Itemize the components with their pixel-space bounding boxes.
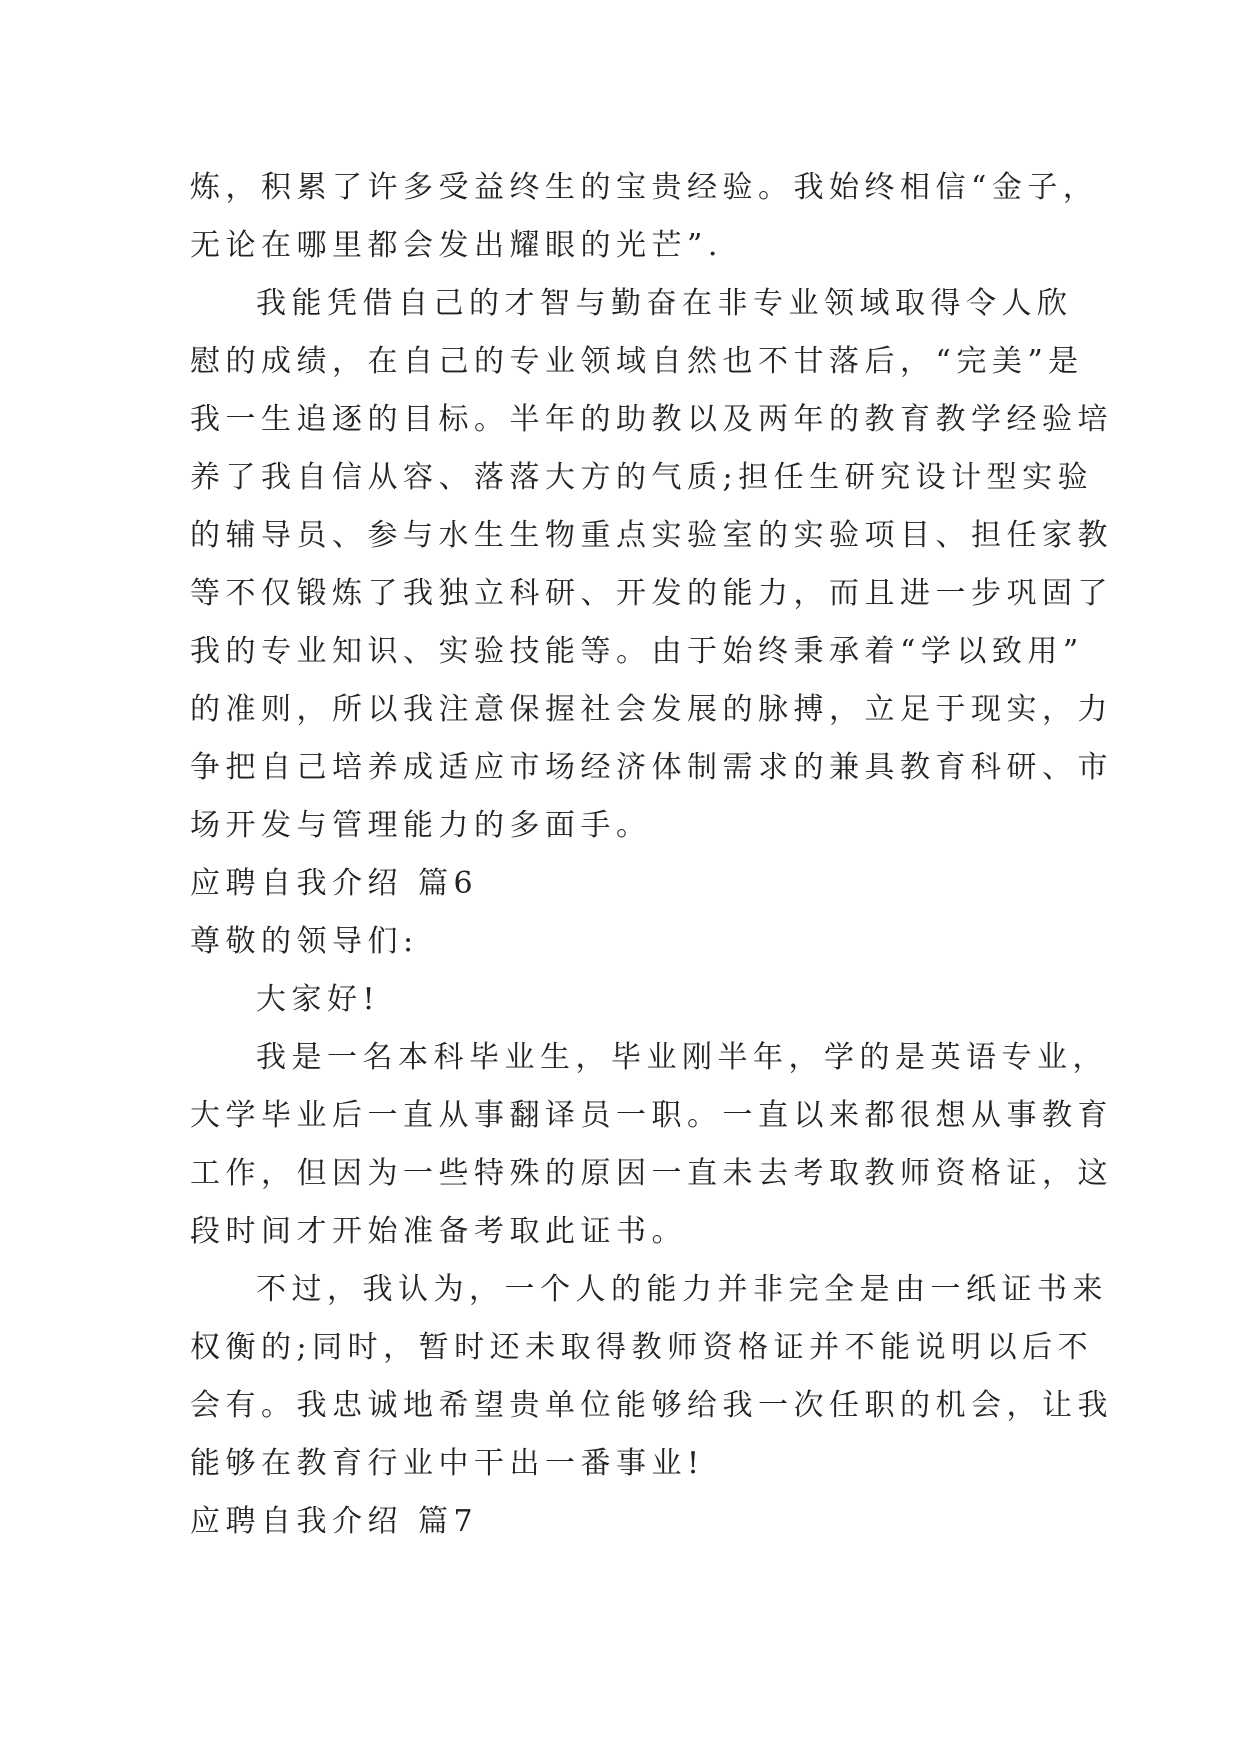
text-line: 我是一名本科毕业生，毕业刚半年，学的是英语专业， — [256, 1040, 1108, 1075]
text-line: 工作，但因为一些特殊的原因一直未去考取教师资格证，这 — [190, 1156, 1113, 1191]
text-line: 会有。我忠诚地希望贵单位能够给我一次任职的机会，让我 — [190, 1388, 1113, 1423]
text-line: 的准则，所以我注意保握社会发展的脉搏，立足于现实，力 — [190, 692, 1113, 727]
section-heading: 应聘自我介绍 篇7 — [190, 1504, 479, 1539]
text-line: 我能凭借自己的才智与勤奋在非专业领域取得令人欣 — [256, 286, 1073, 321]
section-heading: 应聘自我介绍 篇6 — [190, 866, 479, 901]
text-line: 能够在教育行业中干出一番事业! — [190, 1446, 705, 1481]
text-line: 权衡的;同时，暂时还未取得教师资格证并不能说明以后不 — [190, 1330, 1094, 1365]
text-line: 的辅导员、参与水生生物重点实验室的实验项目、担任家教 — [190, 518, 1113, 553]
text-line: 慰的成绩，在自己的专业领域自然也不甘落后，“完美”是 — [190, 344, 1084, 379]
text-line: 场开发与管理能力的多面手。 — [190, 808, 652, 843]
text-line: 等不仅锻炼了我独立科研、开发的能力，而且进一步巩固了 — [190, 576, 1113, 611]
text-line: 我一生追逐的目标。半年的助教以及两年的教育教学经验培 — [190, 402, 1113, 437]
salutation: 尊敬的领导们: — [190, 924, 419, 959]
text-line: 争把自己培养成适应市场经济体制需求的兼具教育科研、市 — [190, 750, 1113, 785]
text-line: 炼，积累了许多受益终生的宝贵经验。我始终相信“金子， — [190, 170, 1099, 205]
text-line: 无论在哪里都会发出耀眼的光芒”. — [190, 228, 723, 263]
text-line: 大学毕业后一直从事翻译员一职。一直以来都很想从事教育 — [190, 1098, 1113, 1133]
greeting: 大家好! — [256, 982, 381, 1017]
text-line: 不过，我认为，一个人的能力并非完全是由一纸证书来 — [256, 1272, 1108, 1307]
text-line: 养了我自信从容、落落大方的气质;担任生研究设计型实验 — [190, 460, 1094, 495]
text-line: 我的专业知识、实验技能等。由于始终秉承着“学以致用” — [190, 634, 1084, 669]
text-line: 段时间才开始准备考取此证书。 — [190, 1214, 687, 1249]
